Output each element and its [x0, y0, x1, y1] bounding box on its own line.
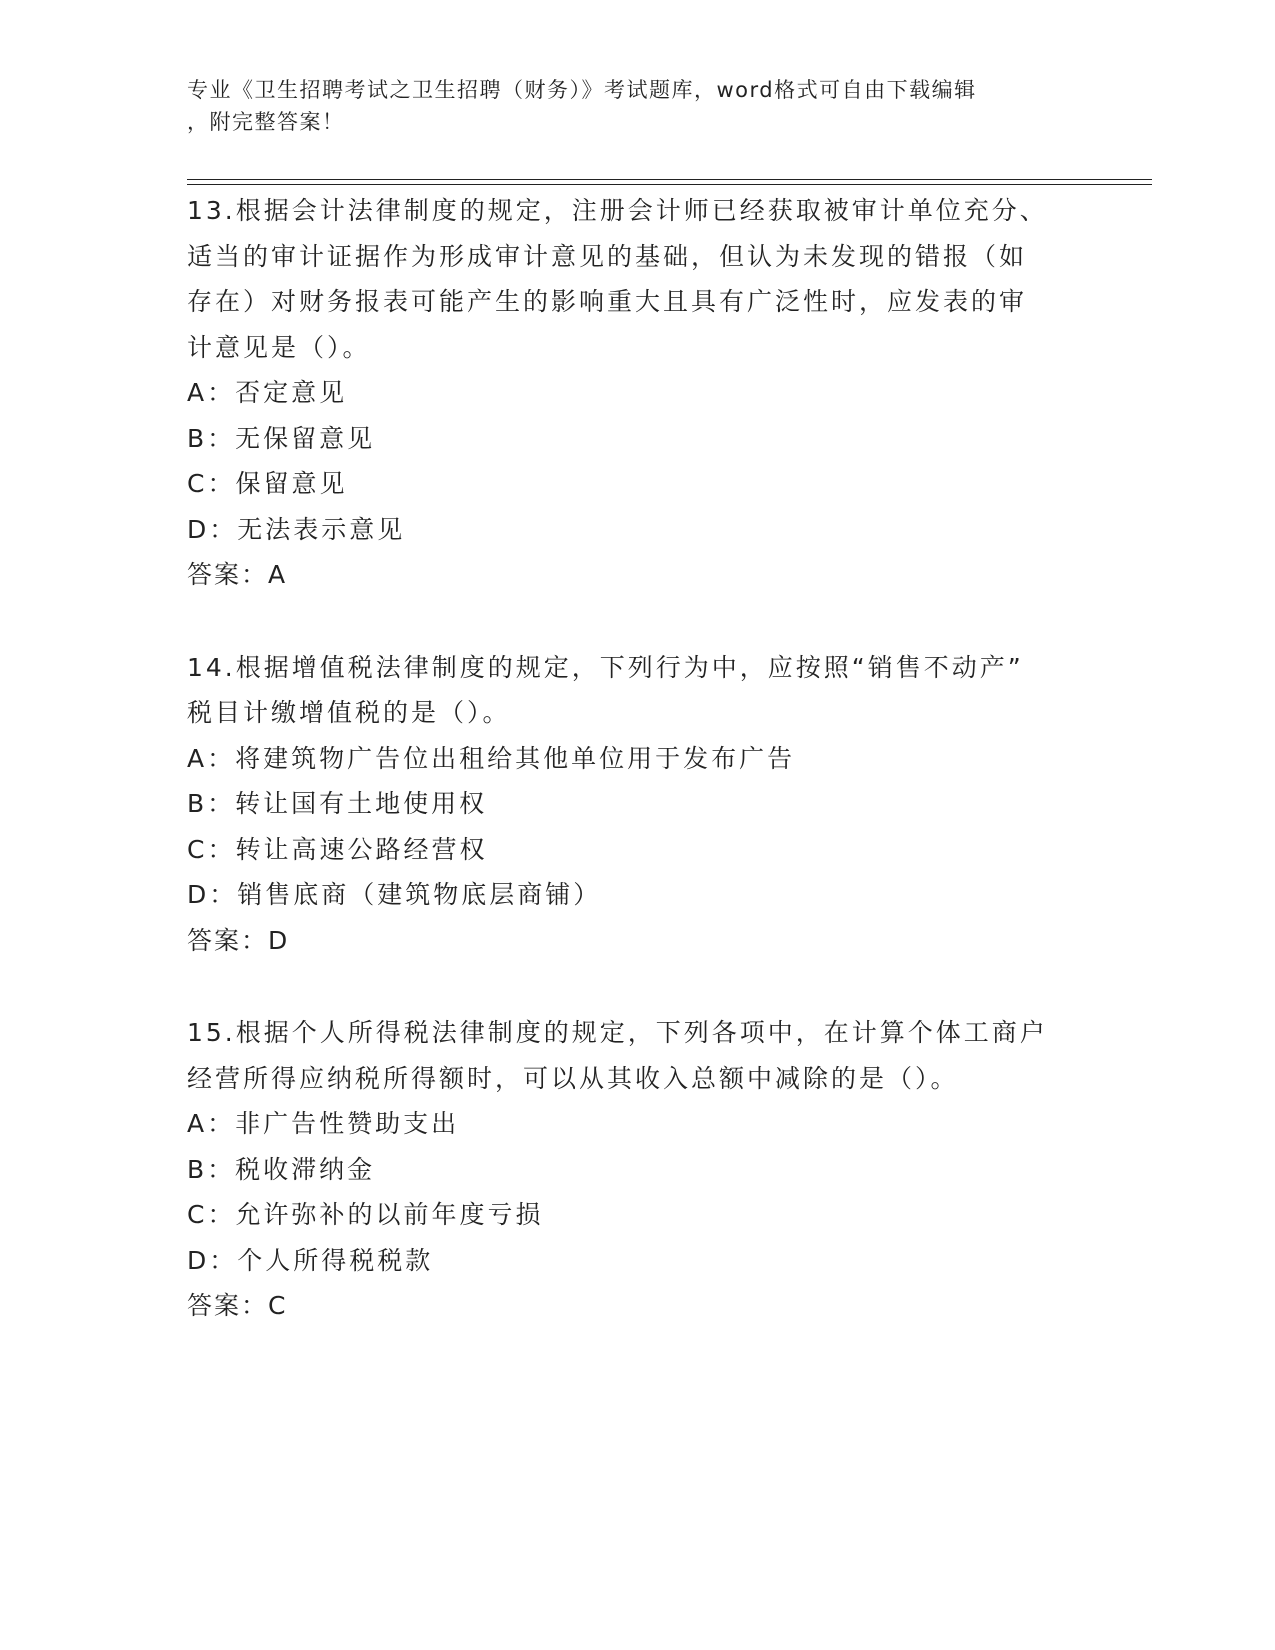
- header-line-2: ，附完整答案！: [187, 110, 345, 134]
- header-line-1: 专业《卫生招聘考试之卫生招聘（财务）》考试题库，word格式可自由下载编辑: [187, 78, 977, 102]
- question-stem-line: 14.根据增值税法律制度的规定，下列行为中，应按照“销售不动产”: [187, 652, 1024, 682]
- option-a: A：非广告性赞助支出: [187, 1109, 460, 1138]
- question-14: [187, 645, 1107, 964]
- answer-line: 答案：A: [187, 560, 288, 589]
- question-13: [187, 188, 1107, 598]
- question-stem-line: 15.根据个人所得税法律制度的规定，下列各项中，在计算个体工商户: [187, 1018, 1048, 1047]
- option-b: B：税收滞纳金: [187, 1154, 376, 1184]
- option-c: C：保留意见: [187, 469, 348, 498]
- answer-line: 答案：C: [187, 1291, 288, 1320]
- question-stem-line: 存在）对财务报表可能产生的影响重大且具有广泛性时，应发表的审: [187, 287, 1028, 316]
- question-stem-line: 适当的审计证据作为形成审计意见的基础，但认为未发现的错报（如: [187, 241, 1028, 271]
- question-stem-line: 13.根据会计法律制度的规定，注册会计师已经获取被审计单位充分、: [187, 196, 1048, 225]
- question-stem-line: 税目计缴增值税的是（）。: [187, 698, 511, 727]
- option-d: D：销售底商（建筑物底层商铺）: [187, 880, 602, 909]
- option-c: C：转让高速公路经营权: [187, 834, 488, 864]
- question-15: [187, 1010, 1107, 1329]
- answer-line: 答案：D: [187, 925, 290, 955]
- option-d: D：个人所得税税款: [187, 1245, 434, 1275]
- option-a: A：否定意见: [187, 378, 348, 407]
- option-c: C：允许弥补的以前年度亏损: [187, 1200, 544, 1229]
- header-divider-top: [187, 179, 1152, 180]
- option-d: D：无法表示意见: [187, 514, 406, 544]
- option-a: A：将建筑物广告位出租给其他单位用于发布广告: [187, 743, 796, 773]
- question-stem-line: 经营所得应纳税所得额时，可以从其收入总额中减除的是（）。: [187, 1063, 959, 1093]
- document-header: [187, 74, 1067, 138]
- option-b: B：无保留意见: [187, 423, 376, 453]
- question-list: [187, 188, 1107, 1375]
- header-divider-bottom: [187, 184, 1152, 185]
- question-stem-line: 计意见是（）。: [187, 332, 371, 362]
- option-b: B：转让国有土地使用权: [187, 789, 488, 818]
